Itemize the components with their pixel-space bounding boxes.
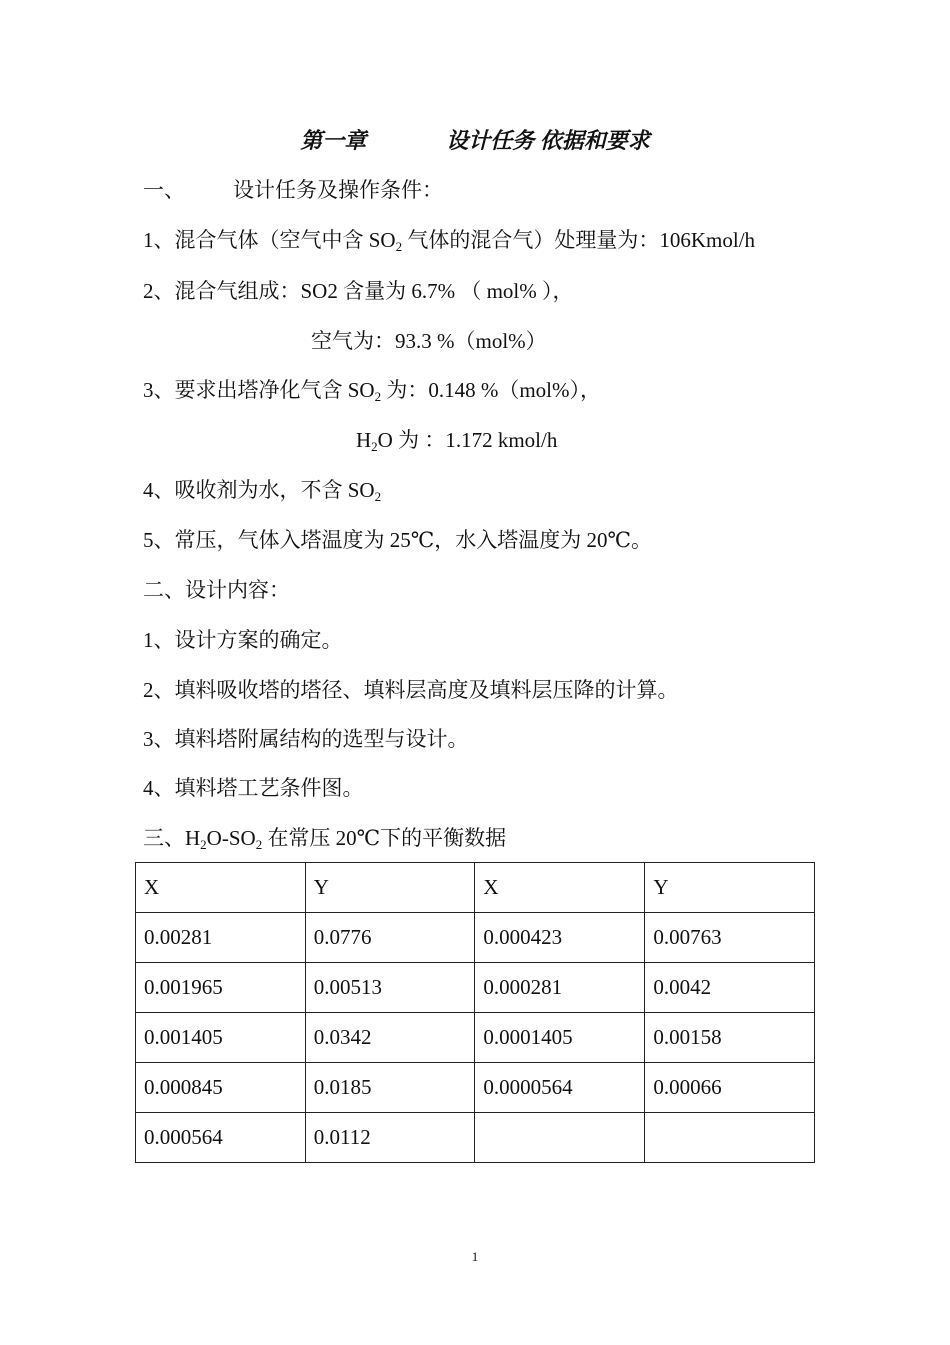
task-item-3 <box>143 376 601 404</box>
item2-air-text: 空气为：93.3 %（mol%） <box>311 329 547 353</box>
table-row <box>136 1013 815 1063</box>
design-item-text: 4、填料塔工艺条件图。 <box>143 776 364 800</box>
table-cell: 0.000845 <box>136 1063 306 1113</box>
task-item-1 <box>143 226 755 254</box>
table-cell: 0.00281 <box>136 913 306 963</box>
item2-text: 2、混合气组成：SO2 含量为 6.7% （ mol% ）， <box>143 279 574 303</box>
section3-text-mid: O-SO <box>206 826 256 850</box>
page-number: 1 <box>471 1249 479 1264</box>
section1-heading-text: 设计任务及操作条件： <box>233 178 443 202</box>
section2-heading-text: 二、设计内容： <box>143 578 290 602</box>
table-cell: 0.001405 <box>136 1013 306 1063</box>
table-cell: 0.0185 <box>305 1063 475 1113</box>
task-item-4 <box>143 476 381 504</box>
item1-text-pre: 1、混合气体（空气中含 SO <box>143 228 396 252</box>
task-item-3-h2o <box>356 426 557 454</box>
header-cell: X <box>136 863 306 913</box>
equilibrium-data-table <box>135 862 815 1163</box>
table-header-row <box>136 863 815 913</box>
table-cell <box>645 1113 815 1163</box>
h2o-text-pre: H <box>356 428 372 452</box>
task-item-2-air <box>311 327 547 355</box>
section3-text-pre: 三、H <box>143 826 201 850</box>
section1-heading <box>143 176 443 204</box>
table-cell: 0.0112 <box>305 1113 475 1163</box>
item3-subscript: 2 <box>374 389 382 404</box>
table-cell: 0.0042 <box>645 963 815 1013</box>
chapter-subject: 设计任务 依据和要求 <box>446 128 650 153</box>
design-item-3 <box>143 725 469 753</box>
table-cell: 0.0342 <box>305 1013 475 1063</box>
table-cell: 0.000423 <box>475 913 645 963</box>
table-cell: 0.0001405 <box>475 1013 645 1063</box>
header-cell: X <box>475 863 645 913</box>
item3-text-post: 为：0.148 %（mol%）， <box>381 378 602 402</box>
section3-subscript-2: 2 <box>255 837 263 852</box>
item5-text: 5、常压，气体入塔温度为 25℃，水入塔温度为 20℃。 <box>143 528 652 552</box>
table-cell: 0.00763 <box>645 913 815 963</box>
section3-text-post: 在常压 20℃下的平衡数据 <box>262 826 507 850</box>
design-item-4 <box>143 774 364 802</box>
item3-text-pre: 3、要求出塔净化气含 SO <box>143 378 375 402</box>
chapter-title <box>0 126 950 156</box>
section3-subscript-1: 2 <box>200 837 207 852</box>
section1-number: 一、 <box>143 178 185 202</box>
section2-heading <box>143 576 290 604</box>
table-row <box>136 1113 815 1163</box>
table-row <box>136 1063 815 1113</box>
design-item-text: 1、设计方案的确定。 <box>143 628 343 652</box>
table-cell: 0.00513 <box>305 963 475 1013</box>
header-cell: Y <box>305 863 475 913</box>
table-cell: 0.000281 <box>475 963 645 1013</box>
table-cell: 0.001965 <box>136 963 306 1013</box>
table-cell: 0.0000564 <box>475 1063 645 1113</box>
item4-subscript: 2 <box>374 489 382 504</box>
header-cell: Y <box>645 863 815 913</box>
section3-heading <box>143 824 506 852</box>
design-item-2 <box>143 676 679 704</box>
h2o-text-post: O 为 ：1.172 kmol/h <box>377 428 558 452</box>
table-cell: 0.00066 <box>645 1063 815 1113</box>
table-row <box>136 963 815 1013</box>
table-cell: 0.00158 <box>645 1013 815 1063</box>
item1-text-post: 气体的混合气）处理量为：106Kmol/h <box>402 228 756 252</box>
design-item-text: 3、填料塔附属结构的选型与设计。 <box>143 727 469 751</box>
design-item-text: 2、填料吸收塔的塔径、填料层高度及填料层压降的计算。 <box>143 678 679 702</box>
design-item-1 <box>143 626 343 654</box>
table-cell: 0.0776 <box>305 913 475 963</box>
table-cell <box>475 1113 645 1163</box>
task-item-2 <box>143 277 574 305</box>
item4-text-pre: 4、吸收剂为水，不含 SO <box>143 478 375 502</box>
h2o-subscript: 2 <box>371 439 378 454</box>
table-cell: 0.000564 <box>136 1113 306 1163</box>
item1-subscript: 2 <box>395 239 403 254</box>
task-item-5 <box>143 526 652 554</box>
table-row <box>136 913 815 963</box>
chapter-number: 第一章 <box>300 128 367 153</box>
